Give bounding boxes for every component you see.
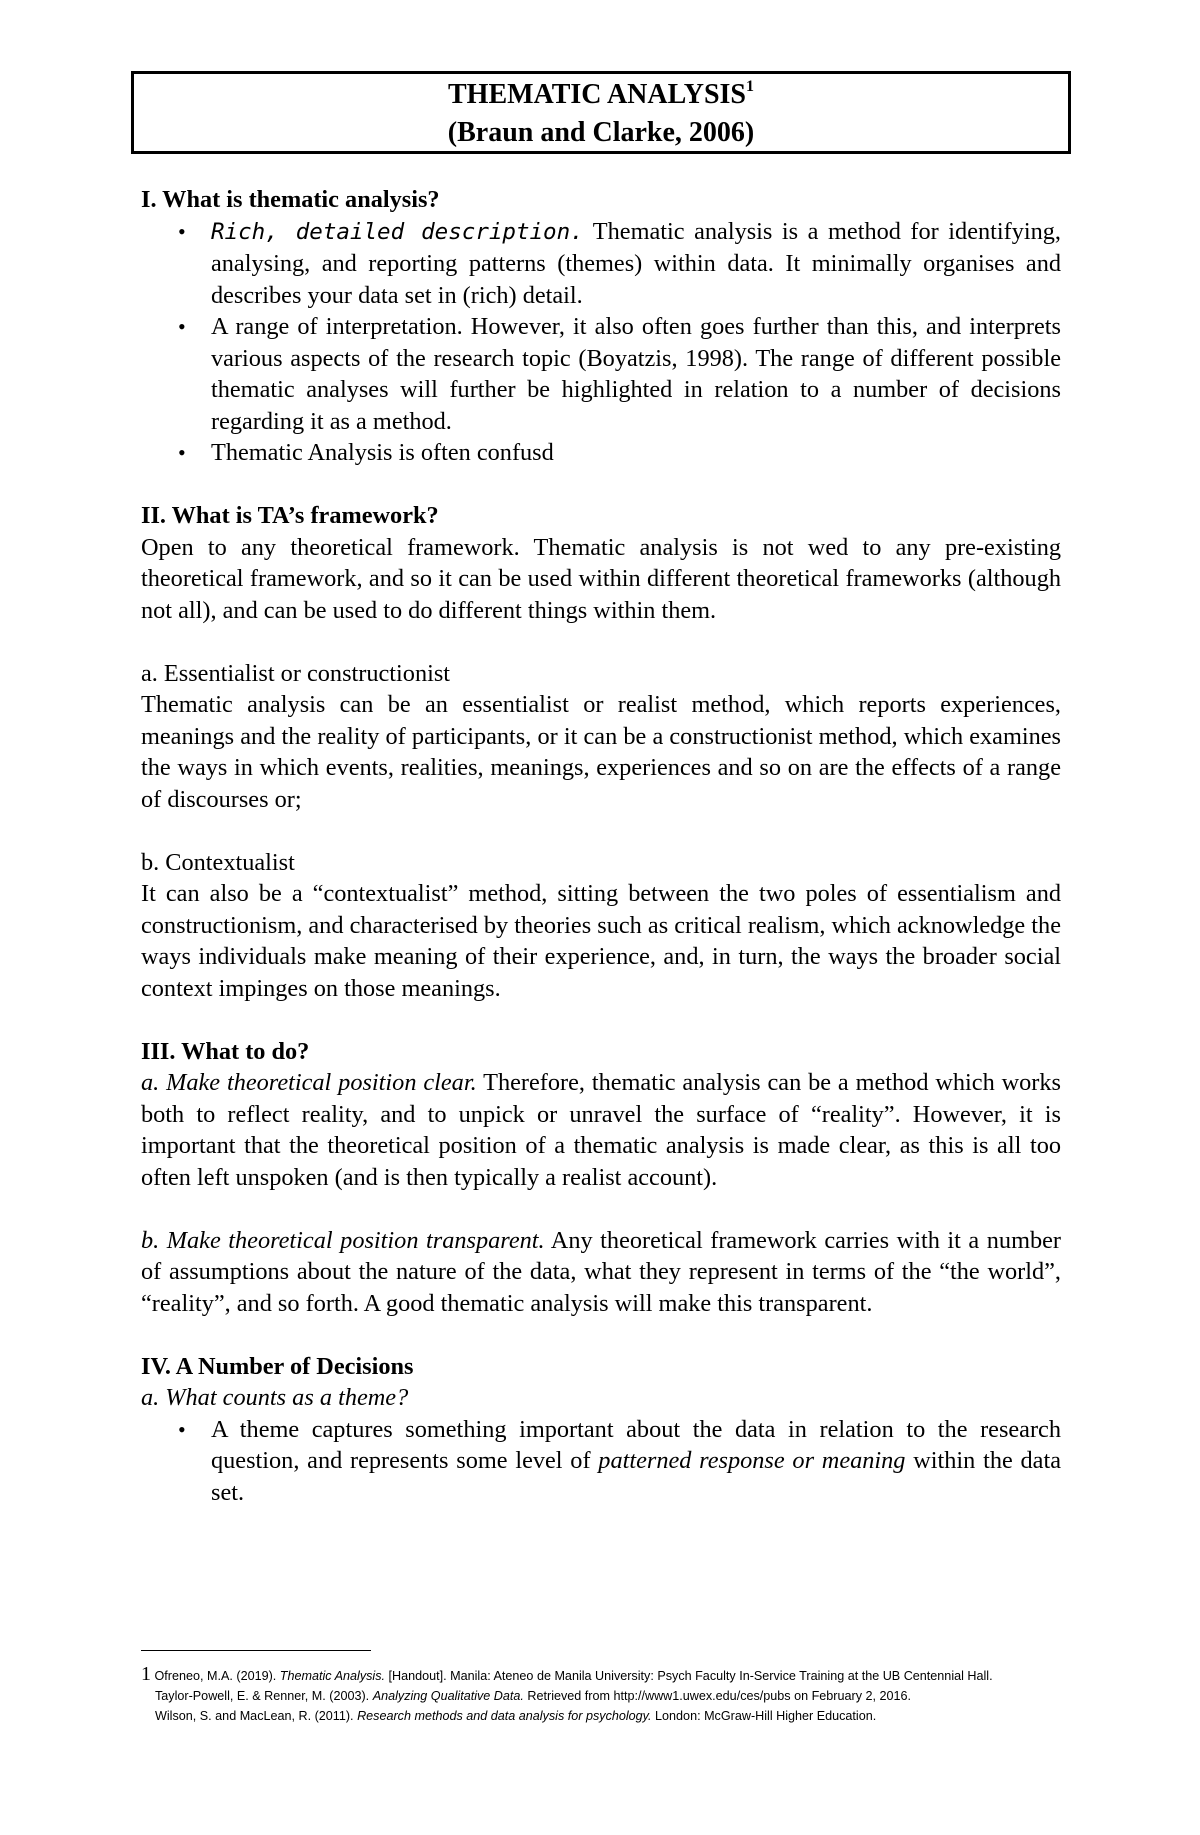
title-text: THEMATIC ANALYSIS	[448, 79, 746, 110]
bullet-text: Thematic Analysis is often confusd	[211, 439, 554, 466]
bullet-text-pre: A theme captures something important about the data in relation to the research question, and represents some level of	[211, 1415, 1061, 1474]
section-3b-lead: b. Make theoretical position transparent.	[141, 1226, 545, 1254]
section-3a-text: Therefore, thematic analysis can be a method which works both to reflect reality, and to unpick or unravel the surface of “reality”. However, it is important that the theoretical position of a thematic analysis is made clear, as this is all too often left unspoken (and is then typically a realist account).	[141, 1069, 1062, 1191]
footnote-divider	[141, 1650, 371, 1651]
bullet-lead: Rich, detailed description.	[211, 218, 584, 245]
footnote-marker: 1	[745, 78, 754, 95]
bullet-item	[141, 1414, 1061, 1509]
section-1-heading: I. What is thematic analysis?	[141, 186, 440, 213]
footnote-number: 1	[141, 1663, 151, 1685]
bullet-text: A range of interpretation. However, it also often goes further than this, and interprets various aspects of the research topic (Boyatzis, 1998). The range of different possible thematic analyses will further be highlighted in relation to a number of decisions regarding it as a method.	[211, 313, 1061, 435]
document-body	[141, 184, 1061, 1508]
section-3-heading: III. What to do?	[141, 1037, 310, 1065]
section-2b-text: It can also be a “contextualist” method, sitting between the two poles of essentialism and constructionism, and characterised by theories such as critical realism, which acknowledge the ways individuals make meaning of their experience, and, in turn, the ways the broader social context impinges on those meanings.	[141, 880, 1061, 1002]
footnote-text: Ofreneo, M.A. (2019).	[151, 1669, 280, 1683]
footnote-title: Thematic Analysis.	[279, 1669, 386, 1683]
section-3b-paragraph	[141, 1225, 1061, 1320]
bullet-text-emphasis: patterned response or meaning	[598, 1447, 906, 1474]
section-2a-heading: a. Essentialist or constructionist	[141, 659, 451, 687]
footnotes	[141, 1664, 1061, 1726]
section-2-intro: Open to any theoretical framework. Thematic analysis is not wed to any pre-existing theoretical framework, and so it can be used within different theoretical frameworks (although not all), and can be used to do different things within them.	[141, 533, 1061, 624]
section-2b-heading: b. Contextualist	[141, 848, 295, 876]
section-3b-text: Any theoretical framework carries with it a number of assumptions about the nature of the data, what they represent in terms of the “the world”, “reality”, and so forth. A good thematic analysis will make this transparent.	[141, 1226, 1061, 1317]
section-2-heading: II. What is TA’s framework?	[141, 502, 439, 529]
section-3a-paragraph	[141, 1067, 1061, 1193]
section-4-bullets	[141, 1414, 1061, 1509]
section-4a-heading: a. What counts as a theme?	[141, 1384, 409, 1411]
bullet-item	[141, 216, 1061, 312]
title-line-2: (Braun and Clarke, 2006)	[447, 117, 755, 148]
footnote-ref-2	[141, 1686, 1061, 1706]
footnote-title: Research methods and data analysis for psychology.	[357, 1709, 652, 1723]
section-1-bullets	[141, 216, 1061, 469]
footnote-ref-3	[141, 1706, 1061, 1726]
title-line-1	[134, 76, 1068, 114]
section-3a-lead: a. Make theoretical position clear.	[141, 1069, 477, 1096]
section-4-heading: IV. A Number of Decisions	[141, 1352, 414, 1380]
bullet-item	[141, 311, 1061, 437]
footnote-1	[141, 1664, 1061, 1686]
footnote-title: Analyzing Qualitative Data.	[372, 1689, 524, 1703]
bullet-text: Thematic analysis is a method for identifying, analysing, and reporting patterns (themes) within data. It minimally organises and describes your data set in (rich) detail.	[211, 217, 1062, 309]
footnote-text: Retrieved from http://www1.uwex.edu/ces/pubs on February 2, 2016.	[523, 1689, 912, 1703]
section-2a-text: Thematic analysis can be an essentialist or realist method, which reports experiences, meanings and the reality of participants, or it can be a constructionist method, which examines the ways in which events, realities, meanings, experiences and so on are the effects of a range of discourses or;	[141, 691, 1061, 813]
footnote-text: Wilson, S. and MacLean, R. (2011).	[155, 1709, 358, 1723]
bullet-item	[141, 437, 1061, 469]
title-box	[131, 71, 1071, 154]
footnote-text: Taylor-Powell, E. & Renner, M. (2003).	[155, 1689, 373, 1703]
footnote-text: London: McGraw-Hill Higher Education.	[651, 1709, 877, 1723]
bullet-text-post: within the data set.	[211, 1447, 1061, 1506]
footnote-text: [Handout]. Manila: Ateneo de Manila University: Psych Faculty In-Service Training at the UB Centennial Hall.	[385, 1669, 993, 1683]
